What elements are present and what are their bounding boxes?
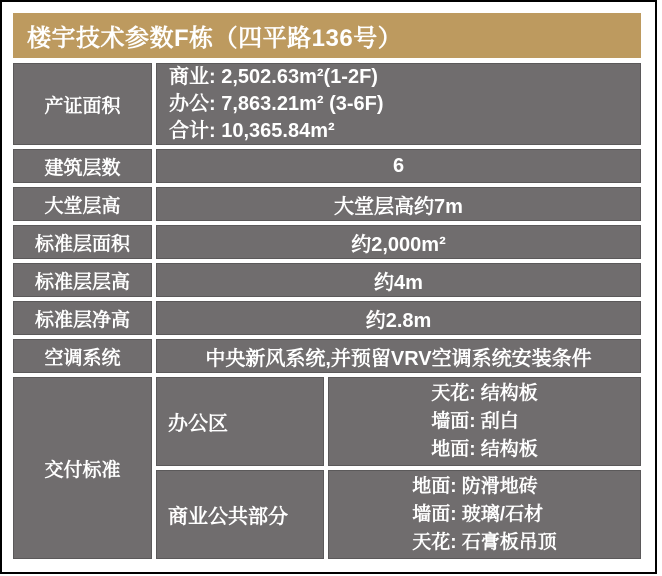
table-row-area xyxy=(13,63,641,145)
row-value-std-area: 约2,000m² xyxy=(156,225,641,259)
table-row-std-height xyxy=(13,263,641,297)
row-value-area xyxy=(156,63,641,145)
table-row-floors xyxy=(13,149,641,183)
row-value-hvac: 中央新风系统,并预留VRV空调系统安装条件 xyxy=(156,339,641,373)
delivery-value-office xyxy=(328,377,641,466)
area-line-total: 合计: 10,365.84m² xyxy=(169,119,335,142)
row-label-delivery: 交付标准 xyxy=(13,377,152,559)
office-lines xyxy=(431,380,538,464)
delivery-label-commercial: 商业公共部分 xyxy=(156,470,324,559)
row-label-std-clear: 标准层净高 xyxy=(13,301,152,335)
table-row-delivery xyxy=(13,377,641,559)
table-row-std-area xyxy=(13,225,641,259)
delivery-subtable xyxy=(156,377,641,559)
table-row-std-clear xyxy=(13,301,641,335)
row-value-std-height: 约4m xyxy=(156,263,641,297)
row-value-std-clear: 约2.8m xyxy=(156,301,641,335)
area-line-commercial: 商业: 2,502.63m²(1-2F) xyxy=(169,65,378,88)
delivery-row-commercial xyxy=(156,470,641,559)
delivery-label-office: 办公区 xyxy=(156,377,324,466)
row-label-area: 产证面积 xyxy=(13,63,152,145)
delivery-value-commercial xyxy=(328,470,641,559)
row-label-std-height: 标准层层高 xyxy=(13,263,152,297)
spec-table xyxy=(13,63,641,559)
commercial-line-ceiling: 天花: 石膏板吊顶 xyxy=(412,531,557,553)
page-title: 楼宇技术参数F栋（四平路136号） xyxy=(27,25,403,52)
commercial-lines xyxy=(412,473,557,557)
delivery-row-office xyxy=(156,377,641,466)
row-value-floors: 6 xyxy=(156,149,641,183)
table-row-lobby xyxy=(13,187,641,221)
row-value-lobby: 大堂层高约7m xyxy=(156,187,641,221)
row-label-hvac: 空调系统 xyxy=(13,339,152,373)
row-label-floors: 建筑层数 xyxy=(13,149,152,183)
area-lines xyxy=(169,64,384,145)
row-label-std-area: 标准层面积 xyxy=(13,225,152,259)
area-line-office: 办公: 7,863.21m² (3-6F) xyxy=(169,92,384,115)
office-line-wall: 墙面: 刮白 xyxy=(431,410,519,432)
commercial-line-floor: 地面: 防滑地砖 xyxy=(412,475,538,497)
table-row-hvac xyxy=(13,339,641,373)
spec-sheet xyxy=(13,13,641,559)
page-title-bar xyxy=(13,13,641,58)
office-line-ceiling: 天花: 结构板 xyxy=(431,382,538,404)
office-line-floor: 地面: 结构板 xyxy=(431,438,538,460)
commercial-line-wall: 墙面: 玻璃/石材 xyxy=(412,503,544,525)
row-label-lobby: 大堂层高 xyxy=(13,187,152,221)
